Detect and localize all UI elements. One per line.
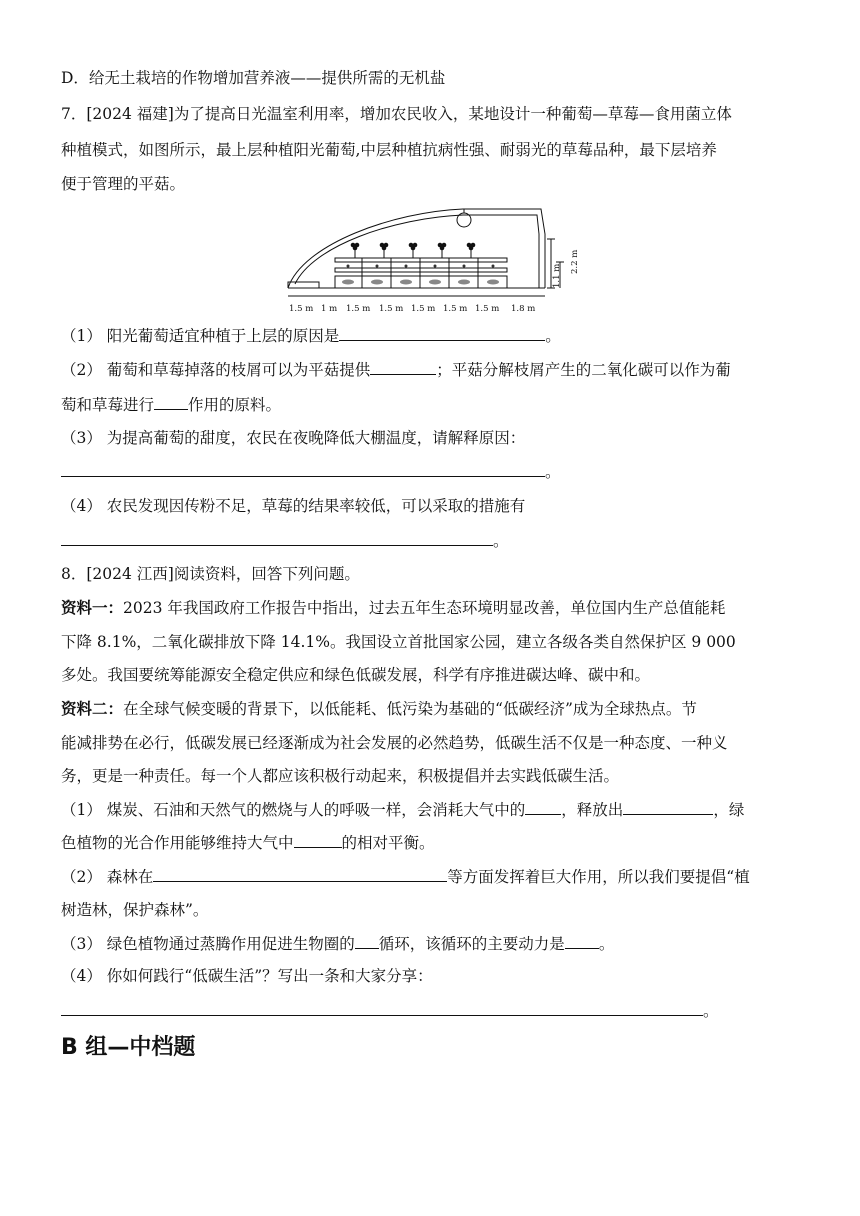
answer-blank [565,933,599,949]
question-8-part-4: （4） 你如何践行“低碳生活”？写出一条和大家分享： [61,967,433,985]
width-label: 1.5 m [346,304,371,314]
answer-blank [294,832,342,848]
answer-blank [154,394,188,410]
question-8-part-1: （1） 煤炭、石油和天然气的燃烧与人的呼吸一样，会消耗大气中的 ，释放出 ，绿 [61,801,745,819]
answer-blank [339,325,545,341]
grape-clusters [351,243,476,251]
question-7-stem-3: 便于管理的平菇。 [61,175,186,193]
width-label: 1.5 m [289,304,314,314]
answer-blank [61,1000,703,1016]
question-7-part-4-answer: 。 [61,530,509,551]
question-8-part-2-cont: 树造林，保护森林”。 [61,901,209,919]
answer-blank [355,933,379,949]
answer-blank [61,530,493,546]
answer-blank [370,359,436,375]
answer-blank [61,461,545,477]
width-label: 1.5 m [411,304,436,314]
material-2-line-1: 资料二：在全球气候变暖的背景下，以低能耗、低污染为基础的“低碳经济”成为全球热点。节 [61,699,697,718]
material-2-line-2: 能减排势在必行，低碳发展已经逐渐成为社会发展的必然趋势，低碳生活不仅是一种态度、一种义 [61,734,728,752]
material-1-line-1: 资料一：2023 年我国政府工作报告中指出，过去五年生态环境明显改善，单位国内生产总值能耗 [61,598,726,617]
width-label: 1.5 m [379,304,404,314]
question-7-part-2: （2） 葡萄和草莓掉落的枝屑可以为平菇提供 ；平菇分解枝屑产生的二氧化碳可以作为葡 [61,361,731,379]
question-8-part-4-answer: 。 [61,1000,719,1021]
height-label: 2.2 m [570,249,580,274]
material-2-line-3: 务，更是一种责任。每一个人都应该积极行动起来，积极提倡并去实践低碳生活。 [61,767,620,785]
question-7-part-3: （3） 为提高葡萄的甜度，农民在夜晚降低大棚温度，请解释原因： [61,429,526,447]
entrance-step [288,282,319,288]
greenhouse-inner-roof [295,215,539,288]
width-label: 1.5 m [475,304,500,314]
question-8-part-1-cont: 色植物的光合作用能够维持大气中 的相对平衡。 [61,834,435,852]
question-8-part-2: （2） 森林在 等方面发挥着巨大作用，所以我们要提倡“植 [61,868,750,886]
width-label: 1.5 m [443,304,468,314]
height-label: 1.1 m [552,263,562,288]
lower-bed [335,276,507,288]
answer-blank [153,866,447,882]
section-heading: B 组—中档题 [61,1035,196,1060]
question-7-stem-1: 7．[2024 福建]为了提高日光温室利用率，增加农民收入，某地设计一种葡萄—草莓—食用菌立体 [61,105,732,123]
question-8-stem: 8．[2024 江西]阅读资料，回答下列问题。 [61,565,360,583]
answer-blank [525,799,561,815]
width-label: 1.8 m [511,304,536,314]
question-7-part-2-cont: 萄和草莓进行 作用的原料。 [61,396,282,414]
width-label: 1 m [321,304,338,314]
question-7-part-1: （1） 阳光葡萄适宜种植于上层的原因是 。 [61,327,561,345]
greenhouse-figure [283,204,583,316]
greenhouse-diagram [283,204,583,316]
material-1-line-3: 多处。我国要统筹能源安全稳定供应和绿色低碳发展，科学有序推进碳达峰、碳中和。 [61,666,651,684]
material-1-line-2: 下降 8.1%，二氧化碳排放下降 14.1%。我国设立首批国家公园，建立各级各类自然保护区 9 000 [61,633,736,651]
upper-shelf [335,258,507,262]
question-8-part-3: （3） 绿色植物通过蒸腾作用促进生物圈的 循环，该循环的主要动力是 。 [61,935,615,953]
question-7-part-4: （4） 农民发现因传粉不足，草莓的结果率较低，可以采取的措施有 [61,497,526,515]
option-d: D．给无土栽培的作物增加营养液——提供所需的无机盐 [61,69,446,87]
question-7-part-3-answer: 。 [61,461,561,482]
question-7-stem-2: 种植模式，如图所示，最上层种植阳光葡萄,中层种植抗病性强、耐弱光的草莓品种，最下层培养 [61,141,717,159]
answer-blank [623,799,713,815]
middle-shelf [335,268,507,272]
